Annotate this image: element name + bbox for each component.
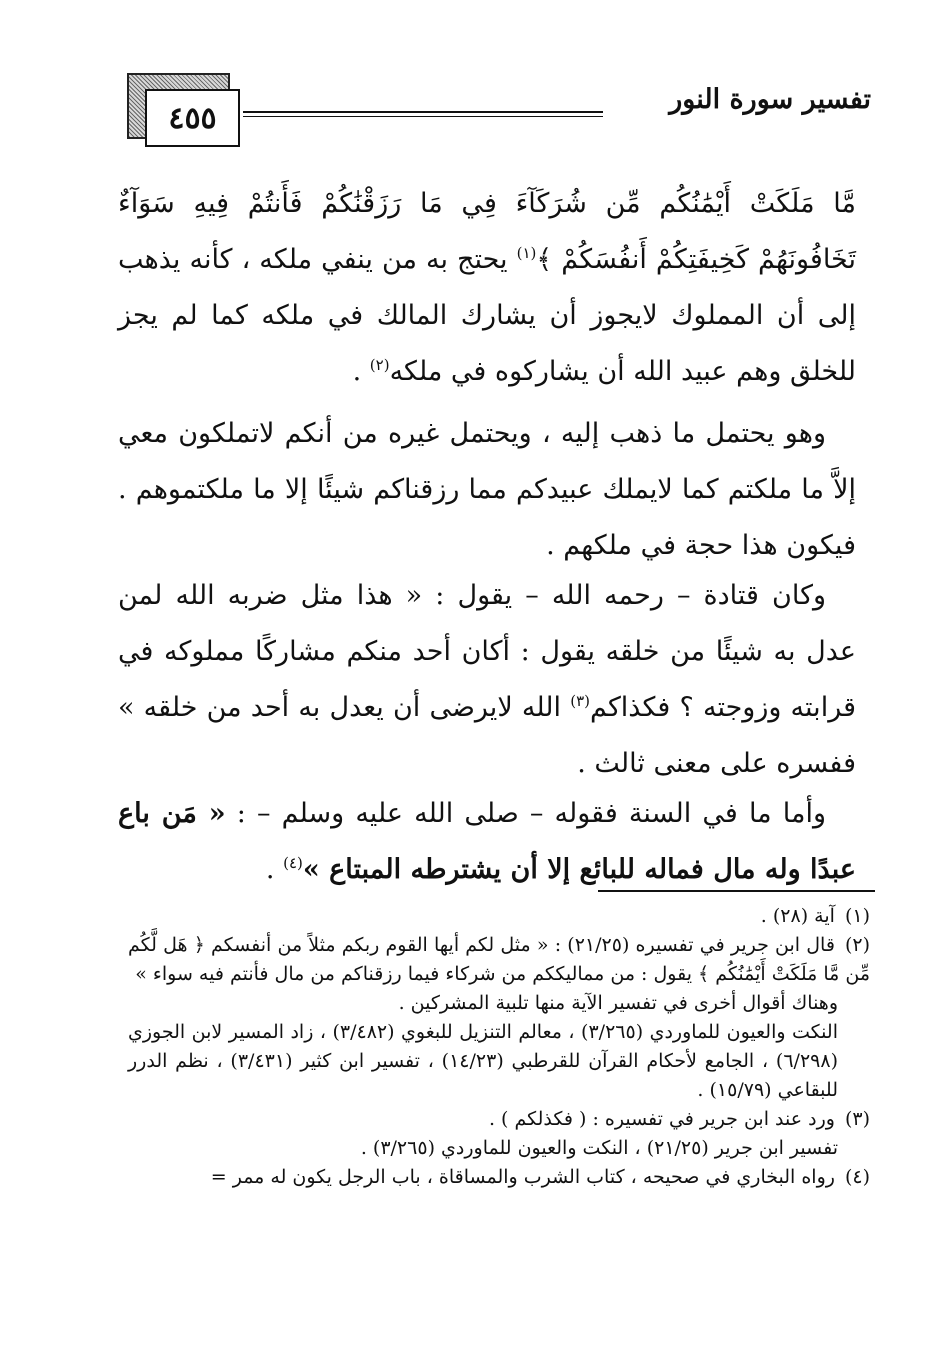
footnote-text: قال ابن جرير في تفسيره (٢١/٢٥) : « مثل لكم أيها القوم ربكم مثلاً من أنفسكم ﴿ هَل لَّكُم مِّن مَّا مَلَكَتْ أَيْمَٰنُكُم ﴾ يقول : من مماليككم من شركاء فيما رزقناكم من مال فأنتم فيه سواء » (128, 934, 870, 985)
footnote-4 (128, 1163, 870, 1192)
paragraph-3-text-b: الله لايرضى أن يعدل به أحد من خلقه » ففسره على معنى ثالث . (118, 692, 856, 779)
footnote-number: (٤) (844, 1166, 870, 1188)
footnote-number: (٣) (844, 1108, 870, 1130)
footnotes (128, 902, 870, 1192)
paragraph-2 (118, 406, 856, 574)
footnote-ref-2: (٢) (369, 356, 390, 374)
footnote-1 (128, 902, 870, 931)
paragraph-3-text-a: وكان قتادة – رحمه الله – يقول : « هذا مثل ضربه الله لمن عدل به شيئًا من خلقه يقول : أكان أحد منكم مشاركًا مملوكه في قرابته وزوجته ؟ فكذاكم (118, 580, 857, 723)
footnote-number: (٢) (844, 934, 870, 956)
page-number: ٤٥٥ (145, 89, 240, 147)
paragraph-1-end: . (352, 356, 370, 387)
paragraph-3 (118, 568, 856, 792)
running-title: تفسير سورة النور (669, 84, 871, 115)
footnote-text: آية (٢٨) . (760, 905, 835, 927)
footnote-separator (598, 890, 875, 892)
paragraph-4-end: . (265, 854, 284, 885)
footnote-2-line-3: النكت والعيون للماوردي (٣/٢٦٥) ، معالم التنزيل للبغوي (٣/٤٨٢) ، زاد المسير لابن الجوزي (٦/٢٩٨) ، الجامع لأحكام القرآن للقرطبي (١٤/٢٣) ، تفسير ابن كثير (٣/٤٣١) ، نظم الدرر للبقاعي (١٥/٧٩) . (128, 1021, 838, 1101)
footnote-ref-1: (١) (516, 244, 537, 262)
footnote-3 (128, 1105, 870, 1134)
paragraph-4 (118, 786, 856, 898)
footnote-ref-4: (٤) (283, 854, 303, 872)
paragraph-4-text: وأما ما في السنة فقوله – صلى الله عليه وسلم – : (225, 798, 826, 829)
footnote-2 (128, 931, 870, 989)
page-number-frame (127, 73, 230, 139)
footnote-3-line-2: تفسير ابن جرير (٢١/٢٥) ، النكت والعيون للماوردي (٣/٢٦٥) . (360, 1137, 838, 1159)
footnote-text: ورد عند ابن جرير في تفسيره : ( فكذلكم ) . (488, 1108, 835, 1130)
footnote-2-line-2: وهناك أقوال أخرى في تفسير الآية منها تلبية المشركين . (398, 992, 838, 1014)
footnote-ref-3: (٣) (570, 692, 590, 710)
paragraph-2-text: وهو يحتمل ما ذهب إليه ، ويحتمل غيره من أنكم لاتملكون معي إلاَّ ما ملكتم كما لايملك عبيدكم مما رزقناكم شيئًا إلا ما ملكتموهم . فيكون هذا حجة في ملكهم . (118, 418, 856, 561)
footnote-text: رواه البخاري في صحيحه ، كتاب الشرب والمساقاة ، باب الرجل يكون له ممر = (210, 1166, 835, 1188)
footnote-number: (١) (844, 905, 870, 927)
paragraph-1 (118, 176, 856, 400)
header-rule (243, 111, 603, 117)
quran-verse: مَّا مَلَكَتْ أَيْمَٰنُكُم مِّن شُرَكَآءَ فِي مَا رَزَقْنَٰكُمْ فَأَنتُمْ فِيهِ سَوَآءٌ تَخَافُونَهُمْ كَخِيفَتِكُمْ أَنفُسَكُمْ ﴾ (118, 188, 856, 275)
paragraph-1-text: يحتج به من ينفي ملكه ، كأنه يذهب إلى أن المملوك لايجوز أن يشارك المالك في ملكه كما لم يجز للخلق وهم عبيد الله أن يشاركوه في ملكه (118, 244, 856, 387)
hadith-quote: « مَن باع عبدًا وله مال فماله للبائع إلا أن يشترطه المبتاع » (118, 798, 856, 885)
